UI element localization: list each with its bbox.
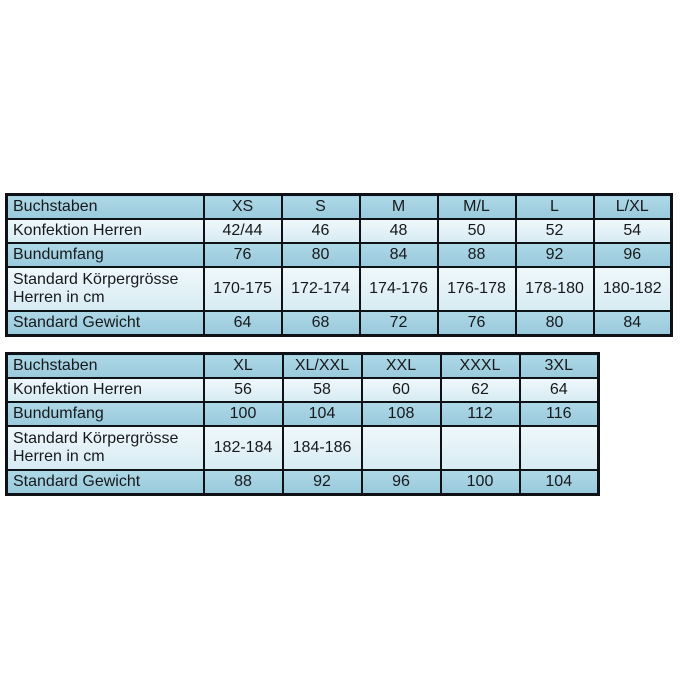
table-cell: 58	[283, 378, 362, 402]
table-cell	[362, 426, 441, 470]
row-label: Bundumfang	[7, 243, 204, 267]
table-cell: 64	[204, 311, 282, 336]
table-row	[7, 426, 599, 470]
table-cell: 172-174	[282, 267, 360, 311]
column-header: M/L	[438, 195, 516, 220]
table-cell: 116	[520, 402, 599, 426]
table-cell: 68	[282, 311, 360, 336]
column-header: XXXL	[441, 354, 520, 379]
header-row	[7, 354, 599, 379]
row-label: Konfektion Herren	[7, 219, 204, 243]
table-cell: 64	[520, 378, 599, 402]
table-cell: 84	[594, 311, 672, 336]
table-cell: 96	[594, 243, 672, 267]
table-cell: 72	[360, 311, 438, 336]
table-cell: 80	[282, 243, 360, 267]
table-cell: 42/44	[204, 219, 282, 243]
table-cell: 52	[516, 219, 594, 243]
table-row	[7, 243, 672, 267]
table-cell: 84	[360, 243, 438, 267]
table-row	[7, 402, 599, 426]
table-cell: 100	[204, 402, 283, 426]
table-row	[7, 378, 599, 402]
column-header: XL/XXL	[283, 354, 362, 379]
table-cell: 88	[204, 470, 283, 495]
row-label: Standard Körpergrösse Herren in cm	[7, 426, 204, 470]
size-table-xs-lxl	[5, 193, 673, 337]
table-cell: 180-182	[594, 267, 672, 311]
table-cell: 170-175	[204, 267, 282, 311]
table-cell: 104	[283, 402, 362, 426]
table-cell	[441, 426, 520, 470]
table-cell: 76	[438, 311, 516, 336]
header-row	[7, 195, 672, 220]
table-cell: 62	[441, 378, 520, 402]
column-header: XL	[204, 354, 283, 379]
table-cell: 104	[520, 470, 599, 495]
table-cell: 178-180	[516, 267, 594, 311]
table-cell: 96	[362, 470, 441, 495]
row-label: Konfektion Herren	[7, 378, 204, 402]
table-cell: 92	[283, 470, 362, 495]
table-cell: 184-186	[283, 426, 362, 470]
table-cell: 182-184	[204, 426, 283, 470]
column-header: XXL	[362, 354, 441, 379]
column-header: S	[282, 195, 360, 220]
table-cell: 92	[516, 243, 594, 267]
table-cell: 60	[362, 378, 441, 402]
table-cell: 50	[438, 219, 516, 243]
header-label-cell: Buchstaben	[7, 195, 204, 220]
table-cell: 112	[441, 402, 520, 426]
table-cell: 56	[204, 378, 283, 402]
table-cell: 100	[441, 470, 520, 495]
table-cell: 174-176	[360, 267, 438, 311]
row-label: Bundumfang	[7, 402, 204, 426]
table-row	[7, 267, 672, 311]
header-label-cell: Buchstaben	[7, 354, 204, 379]
table-cell: 108	[362, 402, 441, 426]
table-cell: 76	[204, 243, 282, 267]
column-header: 3XL	[520, 354, 599, 379]
table-cell: 88	[438, 243, 516, 267]
table-row	[7, 470, 599, 495]
table-cell: 48	[360, 219, 438, 243]
table-cell: 176-178	[438, 267, 516, 311]
column-header: XS	[204, 195, 282, 220]
column-header: L/XL	[594, 195, 672, 220]
table-cell: 80	[516, 311, 594, 336]
row-label: Standard Gewicht	[7, 470, 204, 495]
table-cell	[520, 426, 599, 470]
table-row	[7, 219, 672, 243]
table-cell: 46	[282, 219, 360, 243]
table-row	[7, 311, 672, 336]
row-label: Standard Körpergrösse Herren in cm	[7, 267, 204, 311]
column-header: L	[516, 195, 594, 220]
table-cell: 54	[594, 219, 672, 243]
column-header: M	[360, 195, 438, 220]
row-label: Standard Gewicht	[7, 311, 204, 336]
size-table-xl-3xl	[5, 352, 600, 496]
